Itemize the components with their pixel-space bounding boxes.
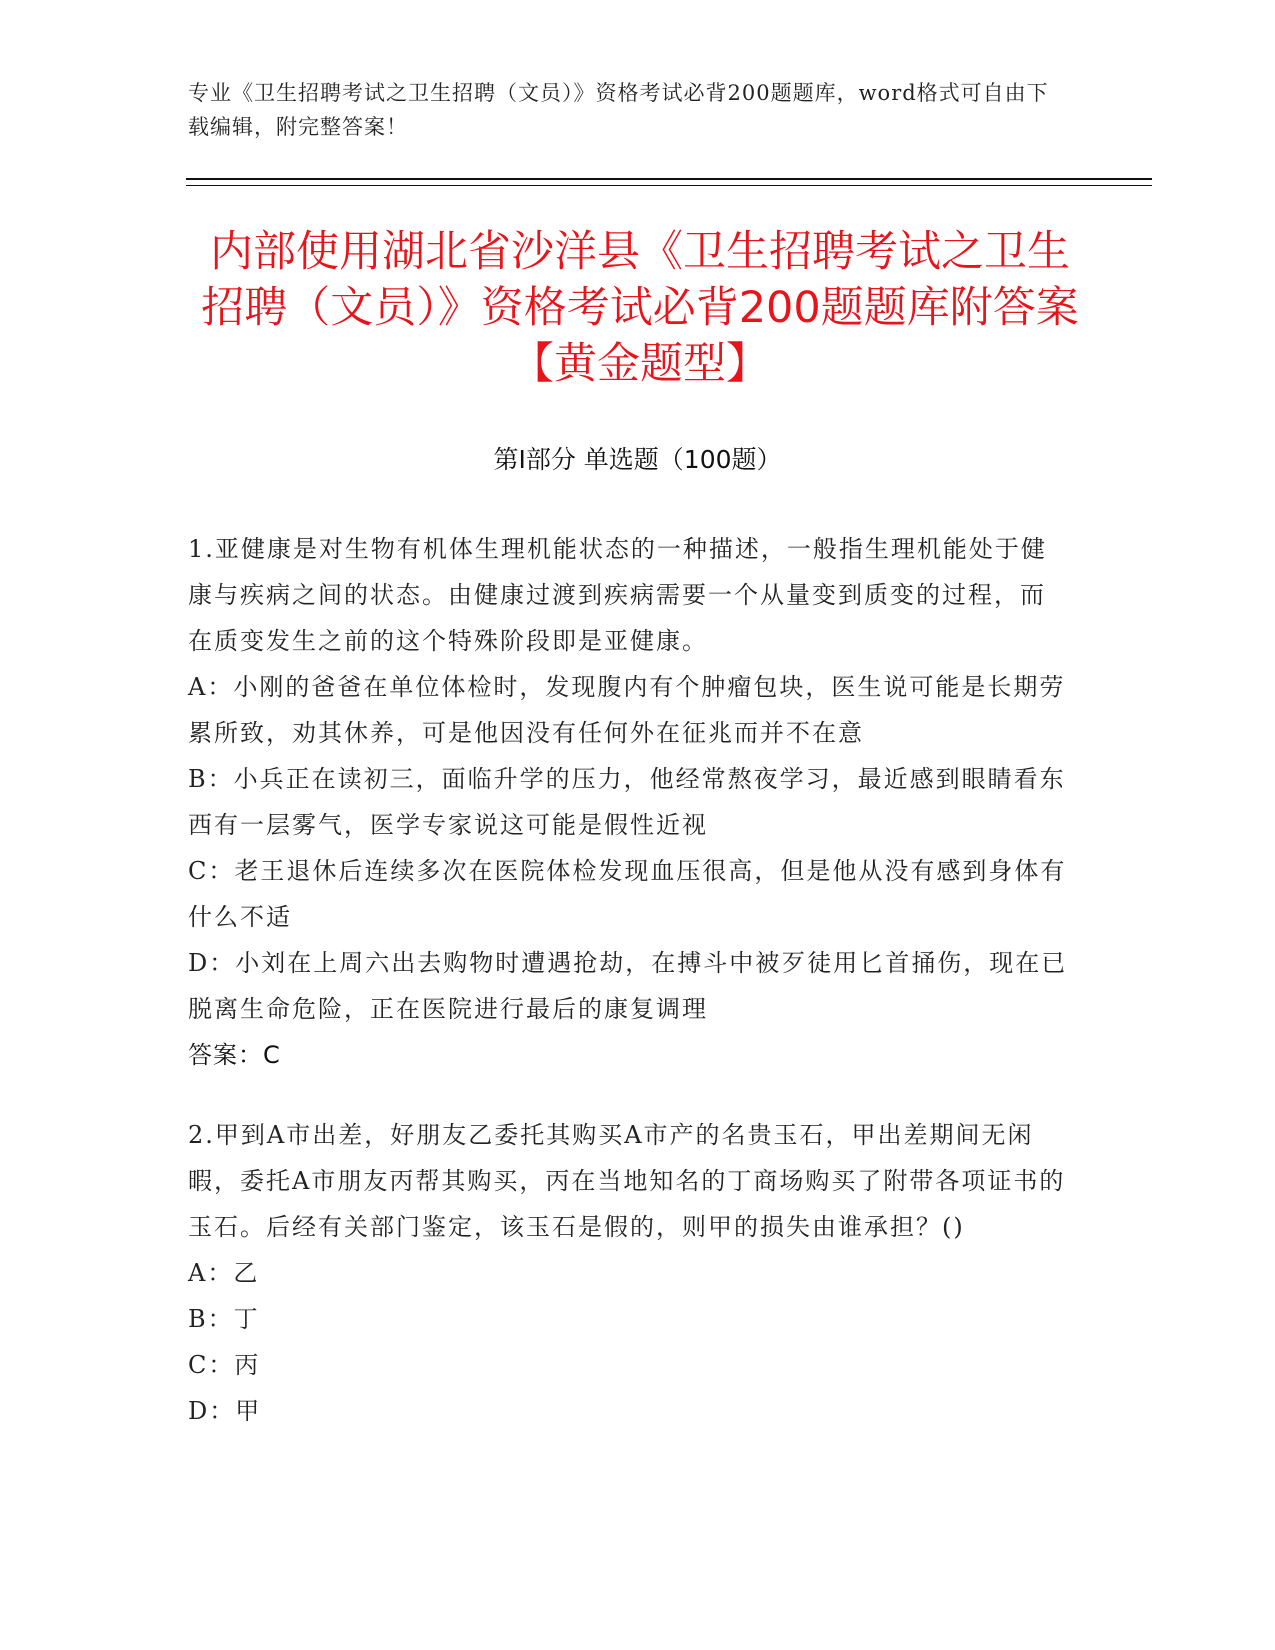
question-stem: 1.亚健康是对生物有机体生理机能状态的一种描述，一般指生理机能处于健康与疾病之间的状态。由健康过渡到疾病需要一个从量变到质变的过程，而在质变发生之前的这个特殊阶段即是亚健康。 — [188, 535, 1047, 655]
header-note: 专业《卫生招聘考试之卫生招聘（文员）》资格考试必背200题题库，word格式可自由下载编辑，附完整答案！ — [188, 81, 1049, 139]
question-stem: 2.甲到A市出差，好朋友乙委托其购买A市产的名贵玉石，甲出差期间无闲暇，委托A市朋友丙帮其购买，丙在当地知名的丁商场购买了附带各项证书的玉石。后经有关部门鉴定，该玉石是假的，则甲的损失由谁承担？() — [188, 1121, 1066, 1241]
option-a: A：小刚的爸爸在单位体检时，发现腹内有个肿瘤包块，医生说可能是长期劳累所致，劝其休养，可是他因没有任何外在征兆而并不在意 — [188, 673, 1066, 747]
question-2 — [188, 1112, 1068, 1434]
header-divider-thick — [186, 178, 1152, 180]
option-c: C：老王退休后连续多次在医院体检发现血压很高，但是他从没有感到身体有什么不适 — [188, 857, 1067, 931]
option-b: B：丁 — [188, 1305, 260, 1333]
option-d: D：甲 — [188, 1397, 262, 1425]
option-a: A：乙 — [188, 1259, 260, 1287]
option-d: D：小刘在上周六出去购物时遭遇抢劫，在搏斗中被歹徒用匕首捅伤，现在已脱离生命危险，正在医院进行最后的康复调理 — [188, 949, 1068, 1023]
option-b: B：小兵正在读初三，面临升学的压力，他经常熬夜学习，最近感到眼睛看东西有一层雾气，医学专家说这可能是假性近视 — [188, 765, 1066, 839]
option-c: C：丙 — [188, 1351, 261, 1379]
section-heading: 第Ⅰ部分 单选题（100题） — [493, 445, 782, 474]
answer-line: 答案：C — [188, 1041, 281, 1069]
question-1 — [188, 526, 1068, 1078]
document-title: 内部使用湖北省沙洋县《卫生招聘考试之卫生招聘（文员）》资格考试必背200题题库附答案【黄金题型】 — [201, 227, 1079, 389]
header-divider-thin — [186, 185, 1152, 186]
